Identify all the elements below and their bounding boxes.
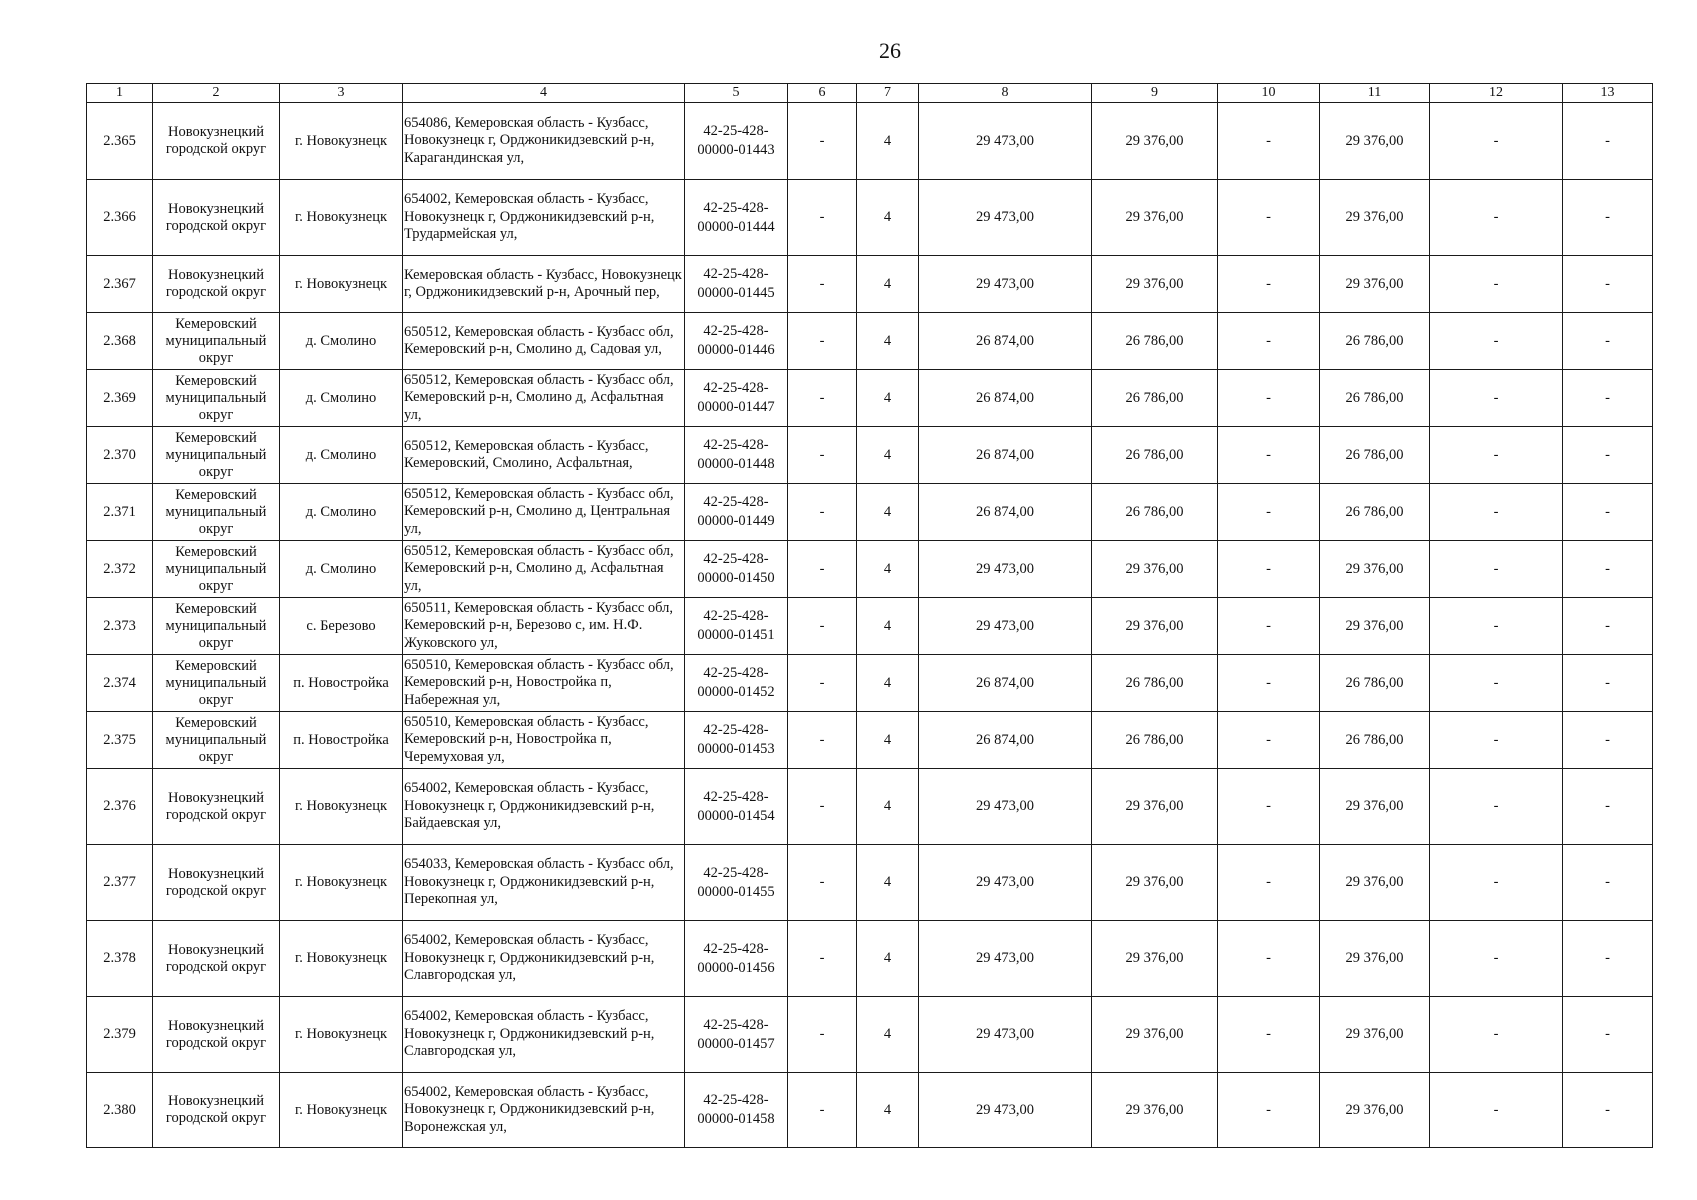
- col11-cell: 29 376,00: [1320, 256, 1430, 313]
- col11-cell: 29 376,00: [1320, 1073, 1430, 1148]
- col10-cell: -: [1218, 541, 1320, 598]
- code-cell: 42-25-428-00000-01455: [685, 845, 788, 921]
- col11-cell: 29 376,00: [1320, 845, 1430, 921]
- col8-cell: 29 473,00: [919, 921, 1092, 997]
- col13-cell: -: [1563, 598, 1653, 655]
- col12-cell: -: [1430, 1073, 1563, 1148]
- col11-cell: 29 376,00: [1320, 997, 1430, 1073]
- col6-cell: -: [788, 712, 857, 769]
- col11-cell: 26 786,00: [1320, 712, 1430, 769]
- col10-cell: -: [1218, 769, 1320, 845]
- col9-cell: 29 376,00: [1092, 541, 1218, 598]
- code-cell: 42-25-428-00000-01454: [685, 769, 788, 845]
- municipality-cell: Кемеровский муниципальный округ: [153, 541, 280, 598]
- col9-cell: 29 376,00: [1092, 997, 1218, 1073]
- row-number-cell: 2.372: [87, 541, 153, 598]
- municipality-cell: Новокузнецкий городской округ: [153, 1073, 280, 1148]
- table-row: [87, 769, 1653, 845]
- col8-cell: 26 874,00: [919, 427, 1092, 484]
- column-header: 1: [87, 84, 153, 103]
- code-cell: 42-25-428-00000-01447: [685, 370, 788, 427]
- col9-cell: 29 376,00: [1092, 769, 1218, 845]
- municipality-cell: Кемеровский муниципальный округ: [153, 370, 280, 427]
- col6-cell: -: [788, 180, 857, 256]
- col9-cell: 26 786,00: [1092, 370, 1218, 427]
- column-header: 13: [1563, 84, 1653, 103]
- col13-cell: -: [1563, 484, 1653, 541]
- col7-cell: 4: [857, 370, 919, 427]
- col7-cell: 4: [857, 313, 919, 370]
- col13-cell: -: [1563, 103, 1653, 180]
- col6-cell: -: [788, 484, 857, 541]
- col12-cell: -: [1430, 712, 1563, 769]
- code-cell: 42-25-428-00000-01451: [685, 598, 788, 655]
- col7-cell: 4: [857, 180, 919, 256]
- col8-cell: 26 874,00: [919, 313, 1092, 370]
- col8-cell: 29 473,00: [919, 180, 1092, 256]
- settlement-cell: д. Смолино: [280, 427, 403, 484]
- row-number-cell: 2.371: [87, 484, 153, 541]
- col13-cell: -: [1563, 256, 1653, 313]
- col6-cell: -: [788, 256, 857, 313]
- row-number-cell: 2.380: [87, 1073, 153, 1148]
- col7-cell: 4: [857, 103, 919, 180]
- address-cell: Кемеровская область - Кузбасс, Новокузнецк г, Орджоникидзевский р-н, Арочный пер,: [403, 256, 685, 313]
- col13-cell: -: [1563, 541, 1653, 598]
- col8-cell: 29 473,00: [919, 769, 1092, 845]
- col8-cell: 29 473,00: [919, 997, 1092, 1073]
- col9-cell: 29 376,00: [1092, 103, 1218, 180]
- row-number-cell: 2.369: [87, 370, 153, 427]
- address-cell: 650512, Кемеровская область - Кузбасс обл, Кемеровский р-н, Смолино д, Центральная ул,: [403, 484, 685, 541]
- col8-cell: 26 874,00: [919, 655, 1092, 712]
- col10-cell: -: [1218, 313, 1320, 370]
- code-cell: 42-25-428-00000-01457: [685, 997, 788, 1073]
- row-number-cell: 2.373: [87, 598, 153, 655]
- col9-cell: 26 786,00: [1092, 655, 1218, 712]
- row-number-cell: 2.374: [87, 655, 153, 712]
- row-number-cell: 2.370: [87, 427, 153, 484]
- col10-cell: -: [1218, 712, 1320, 769]
- col11-cell: 29 376,00: [1320, 598, 1430, 655]
- col12-cell: -: [1430, 541, 1563, 598]
- code-cell: 42-25-428-00000-01453: [685, 712, 788, 769]
- municipality-cell: Новокузнецкий городской округ: [153, 769, 280, 845]
- col10-cell: -: [1218, 598, 1320, 655]
- col6-cell: -: [788, 541, 857, 598]
- municipality-cell: Кемеровский муниципальный округ: [153, 427, 280, 484]
- table-row: [87, 370, 1653, 427]
- col10-cell: -: [1218, 370, 1320, 427]
- col8-cell: 29 473,00: [919, 103, 1092, 180]
- col10-cell: -: [1218, 484, 1320, 541]
- col9-cell: 26 786,00: [1092, 484, 1218, 541]
- col13-cell: -: [1563, 427, 1653, 484]
- row-number-cell: 2.377: [87, 845, 153, 921]
- col13-cell: -: [1563, 712, 1653, 769]
- table-row: [87, 256, 1653, 313]
- settlement-cell: г. Новокузнецк: [280, 103, 403, 180]
- col7-cell: 4: [857, 921, 919, 997]
- municipality-cell: Новокузнецкий городской округ: [153, 103, 280, 180]
- row-number-cell: 2.367: [87, 256, 153, 313]
- col9-cell: 26 786,00: [1092, 427, 1218, 484]
- address-cell: 654033, Кемеровская область - Кузбасс обл, Новокузнецк г, Орджоникидзевский р-н, Перекопная ул,: [403, 845, 685, 921]
- col7-cell: 4: [857, 256, 919, 313]
- settlement-cell: г. Новокузнецк: [280, 845, 403, 921]
- col9-cell: 26 786,00: [1092, 712, 1218, 769]
- col8-cell: 29 473,00: [919, 598, 1092, 655]
- column-header: 7: [857, 84, 919, 103]
- col9-cell: 29 376,00: [1092, 1073, 1218, 1148]
- settlement-cell: д. Смолино: [280, 484, 403, 541]
- col10-cell: -: [1218, 655, 1320, 712]
- settlement-cell: д. Смолино: [280, 370, 403, 427]
- address-cell: 654002, Кемеровская область - Кузбасс, Новокузнецк г, Орджоникидзевский р-н, Байдаевская ул,: [403, 769, 685, 845]
- column-header: 11: [1320, 84, 1430, 103]
- col7-cell: 4: [857, 712, 919, 769]
- address-cell: 650510, Кемеровская область - Кузбасс, Кемеровский р-н, Новостройка п, Черемуховая ул,: [403, 712, 685, 769]
- col8-cell: 29 473,00: [919, 541, 1092, 598]
- col9-cell: 26 786,00: [1092, 313, 1218, 370]
- col6-cell: -: [788, 655, 857, 712]
- table-row: [87, 997, 1653, 1073]
- col6-cell: -: [788, 997, 857, 1073]
- code-cell: 42-25-428-00000-01458: [685, 1073, 788, 1148]
- row-number-cell: 2.375: [87, 712, 153, 769]
- col12-cell: -: [1430, 997, 1563, 1073]
- municipality-cell: Кемеровский муниципальный округ: [153, 598, 280, 655]
- col13-cell: -: [1563, 655, 1653, 712]
- page-number: 26: [879, 38, 901, 63]
- col8-cell: 26 874,00: [919, 484, 1092, 541]
- municipality-cell: Новокузнецкий городской округ: [153, 256, 280, 313]
- settlement-cell: д. Смолино: [280, 313, 403, 370]
- data-table: [86, 83, 1653, 1148]
- col11-cell: 26 786,00: [1320, 370, 1430, 427]
- col7-cell: 4: [857, 598, 919, 655]
- col10-cell: -: [1218, 180, 1320, 256]
- municipality-cell: Кемеровский муниципальный округ: [153, 712, 280, 769]
- address-cell: 654002, Кемеровская область - Кузбасс, Новокузнецк г, Орджоникидзевский р-н, Воронежская ул,: [403, 1073, 685, 1148]
- col12-cell: -: [1430, 370, 1563, 427]
- address-cell: 654002, Кемеровская область - Кузбасс, Новокузнецк г, Орджоникидзевский р-н, Славгородская ул,: [403, 921, 685, 997]
- col10-cell: -: [1218, 427, 1320, 484]
- col6-cell: -: [788, 769, 857, 845]
- col10-cell: -: [1218, 845, 1320, 921]
- column-header: 4: [403, 84, 685, 103]
- code-cell: 42-25-428-00000-01452: [685, 655, 788, 712]
- col12-cell: -: [1430, 845, 1563, 921]
- table-body: [87, 103, 1653, 1148]
- municipality-cell: Новокузнецкий городской округ: [153, 997, 280, 1073]
- settlement-cell: г. Новокузнецк: [280, 769, 403, 845]
- col7-cell: 4: [857, 541, 919, 598]
- col8-cell: 26 874,00: [919, 370, 1092, 427]
- table-row: [87, 180, 1653, 256]
- col9-cell: 29 376,00: [1092, 598, 1218, 655]
- col13-cell: -: [1563, 1073, 1653, 1148]
- address-cell: 654002, Кемеровская область - Кузбасс, Новокузнецк г, Орджоникидзевский р-н, Трудармейская ул,: [403, 180, 685, 256]
- col6-cell: -: [788, 313, 857, 370]
- col11-cell: 26 786,00: [1320, 427, 1430, 484]
- row-number-cell: 2.365: [87, 103, 153, 180]
- col10-cell: -: [1218, 997, 1320, 1073]
- municipality-cell: Кемеровский муниципальный округ: [153, 484, 280, 541]
- table-row: [87, 1073, 1653, 1148]
- col7-cell: 4: [857, 1073, 919, 1148]
- col11-cell: 26 786,00: [1320, 484, 1430, 541]
- col13-cell: -: [1563, 921, 1653, 997]
- settlement-cell: г. Новокузнецк: [280, 180, 403, 256]
- address-cell: 650512, Кемеровская область - Кузбасс обл, Кемеровский р-н, Смолино д, Асфальтная ул,: [403, 370, 685, 427]
- row-number-cell: 2.368: [87, 313, 153, 370]
- col12-cell: -: [1430, 921, 1563, 997]
- col12-cell: -: [1430, 655, 1563, 712]
- col6-cell: -: [788, 845, 857, 921]
- col9-cell: 29 376,00: [1092, 180, 1218, 256]
- col13-cell: -: [1563, 845, 1653, 921]
- table-row: [87, 103, 1653, 180]
- column-header: 5: [685, 84, 788, 103]
- table-row: [87, 845, 1653, 921]
- address-cell: 650512, Кемеровская область - Кузбасс обл, Кемеровский р-н, Смолино д, Асфальтная ул,: [403, 541, 685, 598]
- col11-cell: 29 376,00: [1320, 180, 1430, 256]
- col12-cell: -: [1430, 180, 1563, 256]
- col11-cell: 29 376,00: [1320, 541, 1430, 598]
- code-cell: 42-25-428-00000-01443: [685, 103, 788, 180]
- col10-cell: -: [1218, 1073, 1320, 1148]
- municipality-cell: Новокузнецкий городской округ: [153, 921, 280, 997]
- header-row: [87, 84, 1653, 103]
- municipality-cell: Новокузнецкий городской округ: [153, 180, 280, 256]
- table-row: [87, 484, 1653, 541]
- settlement-cell: п. Новостройка: [280, 655, 403, 712]
- municipality-cell: Кемеровский муниципальный округ: [153, 313, 280, 370]
- col11-cell: 29 376,00: [1320, 769, 1430, 845]
- address-cell: 650511, Кемеровская область - Кузбасс обл, Кемеровский р-н, Березово с, им. Н.Ф. Жуковского ул,: [403, 598, 685, 655]
- code-cell: 42-25-428-00000-01444: [685, 180, 788, 256]
- municipality-cell: Новокузнецкий городской округ: [153, 845, 280, 921]
- code-cell: 42-25-428-00000-01449: [685, 484, 788, 541]
- col13-cell: -: [1563, 997, 1653, 1073]
- col8-cell: 29 473,00: [919, 845, 1092, 921]
- column-header: 10: [1218, 84, 1320, 103]
- col6-cell: -: [788, 598, 857, 655]
- address-cell: 650510, Кемеровская область - Кузбасс обл, Кемеровский р-н, Новостройка п, Набережная ул,: [403, 655, 685, 712]
- col10-cell: -: [1218, 103, 1320, 180]
- settlement-cell: д. Смолино: [280, 541, 403, 598]
- col12-cell: -: [1430, 256, 1563, 313]
- table-row: [87, 655, 1653, 712]
- table-row: [87, 598, 1653, 655]
- table-row: [87, 541, 1653, 598]
- column-header: 6: [788, 84, 857, 103]
- col7-cell: 4: [857, 997, 919, 1073]
- col10-cell: -: [1218, 256, 1320, 313]
- table-row: [87, 921, 1653, 997]
- address-cell: 654002, Кемеровская область - Кузбасс, Новокузнецк г, Орджоникидзевский р-н, Славгородская ул,: [403, 997, 685, 1073]
- row-number-cell: 2.378: [87, 921, 153, 997]
- col12-cell: -: [1430, 484, 1563, 541]
- code-cell: 42-25-428-00000-01445: [685, 256, 788, 313]
- col13-cell: -: [1563, 370, 1653, 427]
- municipality-cell: Кемеровский муниципальный округ: [153, 655, 280, 712]
- address-cell: 654086, Кемеровская область - Кузбасс, Новокузнецк г, Орджоникидзевский р-н, Карагандинская ул,: [403, 103, 685, 180]
- col7-cell: 4: [857, 484, 919, 541]
- code-cell: 42-25-428-00000-01448: [685, 427, 788, 484]
- column-header: 8: [919, 84, 1092, 103]
- col13-cell: -: [1563, 180, 1653, 256]
- table-row: [87, 427, 1653, 484]
- col6-cell: -: [788, 370, 857, 427]
- col7-cell: 4: [857, 427, 919, 484]
- col10-cell: -: [1218, 921, 1320, 997]
- code-cell: 42-25-428-00000-01450: [685, 541, 788, 598]
- col11-cell: 29 376,00: [1320, 103, 1430, 180]
- code-cell: 42-25-428-00000-01456: [685, 921, 788, 997]
- col11-cell: 29 376,00: [1320, 921, 1430, 997]
- col7-cell: 4: [857, 655, 919, 712]
- col9-cell: 29 376,00: [1092, 845, 1218, 921]
- col11-cell: 26 786,00: [1320, 655, 1430, 712]
- settlement-cell: г. Новокузнецк: [280, 256, 403, 313]
- code-cell: 42-25-428-00000-01446: [685, 313, 788, 370]
- col8-cell: 29 473,00: [919, 256, 1092, 313]
- settlement-cell: п. Новостройка: [280, 712, 403, 769]
- col12-cell: -: [1430, 769, 1563, 845]
- table-row: [87, 313, 1653, 370]
- col12-cell: -: [1430, 103, 1563, 180]
- col6-cell: -: [788, 103, 857, 180]
- table-row: [87, 712, 1653, 769]
- col12-cell: -: [1430, 427, 1563, 484]
- col12-cell: -: [1430, 313, 1563, 370]
- column-header: 12: [1430, 84, 1563, 103]
- col7-cell: 4: [857, 845, 919, 921]
- address-cell: 650512, Кемеровская область - Кузбасс, Кемеровский, Смолино, Асфальтная,: [403, 427, 685, 484]
- settlement-cell: г. Новокузнецк: [280, 997, 403, 1073]
- col12-cell: -: [1430, 598, 1563, 655]
- column-header: 2: [153, 84, 280, 103]
- row-number-cell: 2.366: [87, 180, 153, 256]
- address-cell: 650512, Кемеровская область - Кузбасс обл, Кемеровский р-н, Смолино д, Садовая ул,: [403, 313, 685, 370]
- col13-cell: -: [1563, 769, 1653, 845]
- col7-cell: 4: [857, 769, 919, 845]
- col13-cell: -: [1563, 313, 1653, 370]
- col11-cell: 26 786,00: [1320, 313, 1430, 370]
- col6-cell: -: [788, 921, 857, 997]
- row-number-cell: 2.379: [87, 997, 153, 1073]
- col9-cell: 29 376,00: [1092, 256, 1218, 313]
- column-header: 3: [280, 84, 403, 103]
- col6-cell: -: [788, 427, 857, 484]
- col8-cell: 29 473,00: [919, 1073, 1092, 1148]
- row-number-cell: 2.376: [87, 769, 153, 845]
- settlement-cell: с. Березово: [280, 598, 403, 655]
- col8-cell: 26 874,00: [919, 712, 1092, 769]
- settlement-cell: г. Новокузнецк: [280, 921, 403, 997]
- col6-cell: -: [788, 1073, 857, 1148]
- settlement-cell: г. Новокузнецк: [280, 1073, 403, 1148]
- column-header: 9: [1092, 84, 1218, 103]
- col9-cell: 29 376,00: [1092, 921, 1218, 997]
